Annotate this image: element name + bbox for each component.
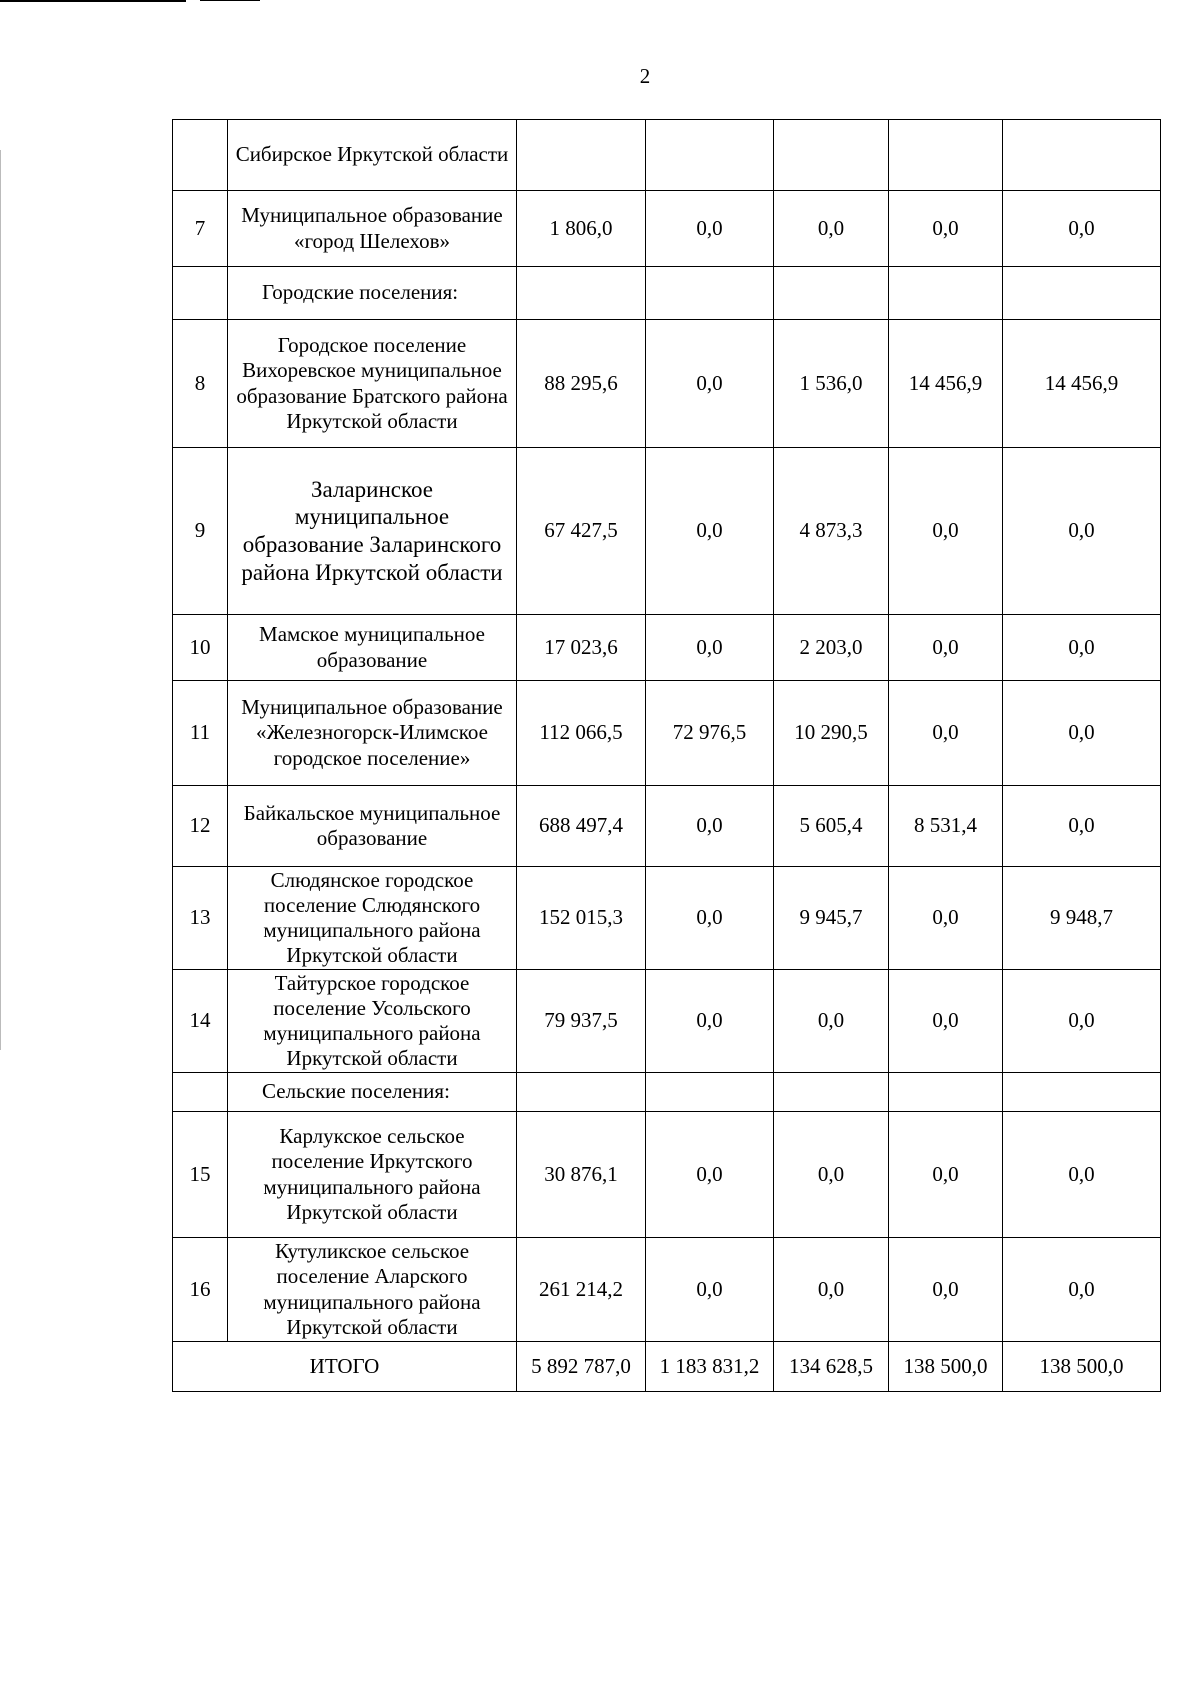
value-cell: 0,0 — [1003, 1238, 1161, 1342]
value-cell — [1003, 120, 1161, 191]
table-row — [173, 1238, 1161, 1342]
page-number: 2 — [639, 64, 651, 88]
scan-edge-mark — [0, 0, 186, 2]
value-cell — [774, 120, 889, 191]
value-cell: 0,0 — [889, 448, 1003, 615]
section-heading: Сельские поселения: — [228, 1073, 517, 1112]
row-number: 15 — [173, 1112, 228, 1238]
row-number — [173, 267, 228, 320]
value-cell: 67 427,5 — [517, 448, 646, 615]
value-cell: 0,0 — [889, 1112, 1003, 1238]
total-value-cell: 5 892 787,0 — [517, 1342, 646, 1392]
value-cell: 0,0 — [889, 1238, 1003, 1342]
value-cell: 4 873,3 — [774, 448, 889, 615]
row-number: 11 — [173, 681, 228, 786]
value-cell: 261 214,2 — [517, 1238, 646, 1342]
value-cell: 0,0 — [889, 615, 1003, 681]
row-number: 7 — [173, 191, 228, 267]
value-cell — [889, 120, 1003, 191]
value-cell — [517, 267, 646, 320]
value-cell: 0,0 — [1003, 1112, 1161, 1238]
value-cell: 5 605,4 — [774, 786, 889, 867]
municipality-name: Муниципальное образование «Железногорск-Илимское городское поселение» — [228, 681, 517, 786]
municipality-name: Кутуликское сельское поселение Аларского муниципального района Иркутской области — [228, 1238, 517, 1342]
table-row — [173, 681, 1161, 786]
total-value-cell: 138 500,0 — [889, 1342, 1003, 1392]
table-row — [173, 1112, 1161, 1238]
value-cell: 0,0 — [774, 191, 889, 267]
value-cell: 9 948,7 — [1003, 867, 1161, 970]
value-cell: 0,0 — [1003, 786, 1161, 867]
value-cell — [646, 120, 774, 191]
row-number: 12 — [173, 786, 228, 867]
table-row — [173, 191, 1161, 267]
value-cell: 79 937,5 — [517, 970, 646, 1073]
value-cell: 9 945,7 — [774, 867, 889, 970]
municipality-name: Муниципальное образование «город Шелехов» — [228, 191, 517, 267]
value-cell: 0,0 — [646, 970, 774, 1073]
value-cell: 0,0 — [646, 615, 774, 681]
total-value-cell: 1 183 831,2 — [646, 1342, 774, 1392]
section-heading: Городские поселения: — [228, 267, 517, 320]
scan-edge-mark — [200, 0, 260, 1]
total-value-cell: 134 628,5 — [774, 1342, 889, 1392]
row-number: 10 — [173, 615, 228, 681]
row-number: 13 — [173, 867, 228, 970]
value-cell: 30 876,1 — [517, 1112, 646, 1238]
value-cell: 0,0 — [774, 1238, 889, 1342]
value-cell — [774, 1073, 889, 1112]
row-number: 8 — [173, 320, 228, 448]
value-cell: 0,0 — [646, 786, 774, 867]
table-row — [173, 867, 1161, 970]
value-cell: 0,0 — [1003, 681, 1161, 786]
table-row — [173, 448, 1161, 615]
value-cell — [646, 1073, 774, 1112]
municipality-name: Сибирское Иркутской области — [228, 120, 517, 191]
value-cell: 0,0 — [1003, 191, 1161, 267]
value-cell: 0,0 — [646, 1238, 774, 1342]
row-number — [173, 1073, 228, 1112]
value-cell: 0,0 — [1003, 970, 1161, 1073]
municipality-name: Слюдянское городское поселение Слюдянского муниципального района Иркутской области — [228, 867, 517, 970]
value-cell: 112 066,5 — [517, 681, 646, 786]
value-cell — [774, 267, 889, 320]
value-cell: 688 497,4 — [517, 786, 646, 867]
value-cell: 10 290,5 — [774, 681, 889, 786]
value-cell: 14 456,9 — [889, 320, 1003, 448]
value-cell — [646, 267, 774, 320]
value-cell: 0,0 — [646, 1112, 774, 1238]
row-number — [173, 120, 228, 191]
municipality-name: Городское поселение Вихоревское муниципальное образование Братского района Иркутской области — [228, 320, 517, 448]
value-cell: 0,0 — [774, 970, 889, 1073]
section-row — [173, 267, 1161, 320]
value-cell: 1 806,0 — [517, 191, 646, 267]
value-cell: 72 976,5 — [646, 681, 774, 786]
value-cell: 0,0 — [889, 681, 1003, 786]
value-cell: 2 203,0 — [774, 615, 889, 681]
value-cell — [889, 1073, 1003, 1112]
row-number: 9 — [173, 448, 228, 615]
value-cell: 8 531,4 — [889, 786, 1003, 867]
municipality-name: Тайтурское городское поселение Усольского муниципального района Иркутской области — [228, 970, 517, 1073]
value-cell — [517, 1073, 646, 1112]
value-cell: 17 023,6 — [517, 615, 646, 681]
table-row — [173, 615, 1161, 681]
value-cell: 0,0 — [646, 191, 774, 267]
document-table — [172, 119, 1161, 1392]
total-row — [173, 1342, 1161, 1392]
value-cell — [1003, 1073, 1161, 1112]
value-cell: 0,0 — [1003, 615, 1161, 681]
row-number: 16 — [173, 1238, 228, 1342]
table-row — [173, 786, 1161, 867]
table-row — [173, 970, 1161, 1073]
value-cell — [889, 267, 1003, 320]
value-cell — [1003, 267, 1161, 320]
value-cell: 0,0 — [774, 1112, 889, 1238]
value-cell: 0,0 — [889, 970, 1003, 1073]
value-cell — [517, 120, 646, 191]
section-row — [173, 1073, 1161, 1112]
value-cell: 0,0 — [1003, 448, 1161, 615]
total-label: ИТОГО — [173, 1342, 517, 1392]
table-row — [173, 120, 1161, 191]
value-cell: 1 536,0 — [774, 320, 889, 448]
value-cell: 152 015,3 — [517, 867, 646, 970]
value-cell: 0,0 — [889, 191, 1003, 267]
value-cell: 0,0 — [646, 867, 774, 970]
municipality-name: Мамское муниципальное образование — [228, 615, 517, 681]
scan-edge-mark — [0, 150, 1, 1050]
value-cell: 88 295,6 — [517, 320, 646, 448]
value-cell: 0,0 — [646, 320, 774, 448]
table-row — [173, 320, 1161, 448]
municipality-name: Заларинское муниципальное образование Заларинского района Иркутской области — [228, 448, 517, 615]
municipality-name: Байкальское муниципальное образование — [228, 786, 517, 867]
total-value-cell: 138 500,0 — [1003, 1342, 1161, 1392]
row-number: 14 — [173, 970, 228, 1073]
value-cell: 0,0 — [646, 448, 774, 615]
value-cell: 14 456,9 — [1003, 320, 1161, 448]
municipality-name: Карлукское сельское поселение Иркутского муниципального района Иркутской области — [228, 1112, 517, 1238]
value-cell: 0,0 — [889, 867, 1003, 970]
